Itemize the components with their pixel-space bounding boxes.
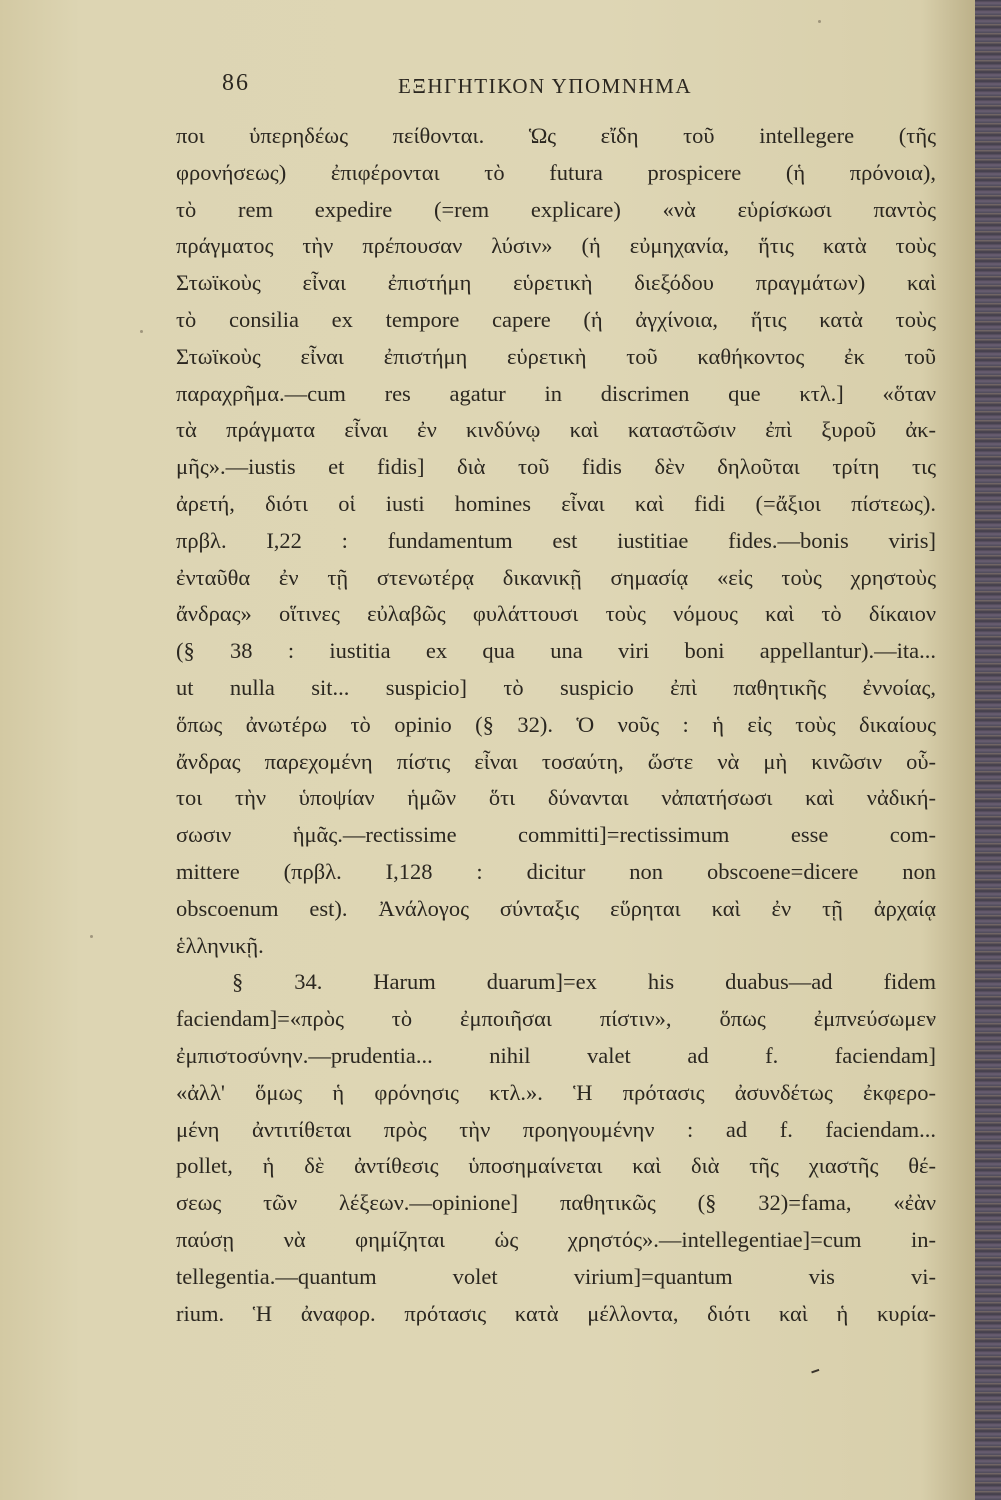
- text-line: tellegentia.—quantum volet virium]=quantum vis vi-: [176, 1263, 936, 1289]
- text-line: φρονήσεως) ἐπιφέρονται τὸ futura prospicere (ἡ πρόνοια),: [176, 159, 936, 185]
- page-header: [0, 70, 975, 102]
- text-line: παύσῃ νὰ φημίζηται ὡς χρηστός».—intellegentiae]=cum in-: [176, 1226, 936, 1252]
- text-line: τὸ consilia ex tempore capere (ἡ ἀγχίνοια, ἥτις κατὰ τοὺς: [176, 306, 936, 332]
- text-line: ἑλληνικῇ.: [176, 932, 264, 958]
- text-line: ἐμπιστοσύνην.—prudentia... nihil valet ad f. faciendam]: [176, 1042, 936, 1068]
- text-line: Στωϊκοὺς εἶναι ἐπιστήμη εὑρετικὴ διεξόδου πραγμάτων) καὶ: [176, 270, 936, 296]
- text-line: (§ 38 : iustitia ex qua una viri boni appellantur).—ita...: [176, 638, 936, 664]
- text-line: τὰ πράγματα εἶναι ἐν κινδύνῳ καὶ καταστῶσιν ἐπὶ ξυροῦ ἀκ-: [176, 417, 936, 443]
- text-line: πράγματος τὴν πρέπουσαν λύσιν» (ἡ εὐμηχανία, ἥτις κατὰ τοὺς: [176, 233, 936, 259]
- text-line: ἄνδρας παρεχομένη πίστις εἶναι τοσαύτη, ὥστε νὰ μὴ κινῶσιν οὗ-: [176, 748, 936, 774]
- text-line: μένη ἀντιτίθεται πρὸς τὴν προηγουμένην : ad f. faciendam...: [176, 1116, 936, 1142]
- text-line: μῆς».—iustis et fidis] διὰ τοῦ fidis δὲν δηλοῦται τρίτη τις: [176, 454, 936, 480]
- paper-speck: [90, 935, 93, 938]
- text-line: Στωϊκοὺς εἶναι ἐπιστήμη εὑρετικὴ τοῦ καθήκοντος ἐκ τοῦ: [176, 343, 936, 369]
- text-line: pollet, ἡ δὲ ἀντίθεσις ὑποσημαίνεται καὶ διὰ τῆς χιαστῆς θέ-: [176, 1153, 936, 1179]
- ink-mark: [811, 1369, 821, 1377]
- text-line: ἄνδρας» οἵτινες εὐλαβῶς φυλάττουσι τοὺς νόμους καὶ τὸ δίκαιον: [176, 601, 936, 627]
- paper-speck: [818, 20, 821, 23]
- section-heading-line: § 34. Harum duarum]=ex his duabus—ad fidem: [232, 969, 936, 995]
- page-edge-shadow: [975, 0, 1001, 1500]
- text-line: σεως τῶν λέξεων.—opinione] παθητικῶς (§ 32)=fama, «ἐὰν: [176, 1190, 936, 1216]
- text-line: τοι τὴν ὑποψίαν ἡμῶν ὅτι δύνανται νἀπατήσωσι καὶ νἀδική-: [176, 785, 936, 811]
- text-line: ἐνταῦθα ἐν τῇ στενωτέρᾳ δικανικῇ σημασίᾳ «εἰς τοὺς χρηστοὺς: [176, 564, 936, 590]
- text-line: faciendam]=«πρὸς τὸ ἐμποιῆσαι πίστιν», ὅπως ἐμπνεύσωμεν: [176, 1006, 936, 1032]
- text-line: ποι ὑπερηδέως πείθονται. Ὡς εἴδη τοῦ intellegere (τῆς: [176, 123, 936, 148]
- text-line: σωσιν ἡμᾶς.—rectissime committi]=rectissimum esse com-: [176, 822, 936, 848]
- text-line: «ἀλλ' ὅμως ἡ φρόνησις κτλ.». Ἡ πρότασις ἀσυνδέτως ἐκφερο-: [176, 1079, 936, 1105]
- paper-speck: [140, 330, 143, 333]
- page-number: 86: [222, 70, 250, 96]
- text-line: ἀρετή, διότι οἱ iusti homines εἶναι καὶ fidi (=ἄξιοι πίστεως).: [176, 490, 936, 516]
- text-line: τὸ rem expedire (=rem explicare) «νὰ εὑρίσκωσι παντὸς: [176, 196, 936, 222]
- running-head: ΕΞΗΓΗΤΙΚΟΝ ΥΠΟΜΝΗΜΑ: [398, 74, 692, 98]
- text-line: rium. Ἡ ἀναφορ. πρότασις κατὰ μέλλοντα, διότι καὶ ἡ κυρία-: [176, 1300, 936, 1326]
- commentary-text: [176, 118, 936, 1332]
- text-line: ut nulla sit... suspicio] τὸ suspicio ἐπὶ παθητικῆς ἐννοίας,: [176, 674, 936, 700]
- text-line: παραχρῆμα.—cum res agatur in discrimen que κτλ.] «ὅταν: [176, 380, 936, 406]
- text-line: ὅπως ἀνωτέρω τὸ opinio (§ 32). Ὁ νοῦς : ἡ εἰς τοὺς δικαίους: [176, 711, 936, 737]
- text-line: πρβλ. I,22 : fundamentum est iustitiae fides.—bonis viris]: [176, 527, 936, 553]
- text-line: obscoenum est). Ἀνάλογος σύνταξις εὕρηται καὶ ἐν τῇ ἀρχαίᾳ: [176, 895, 936, 921]
- text-line: mittere (πρβλ. I,128 : dicitur non obscoene=dicere non: [176, 858, 936, 884]
